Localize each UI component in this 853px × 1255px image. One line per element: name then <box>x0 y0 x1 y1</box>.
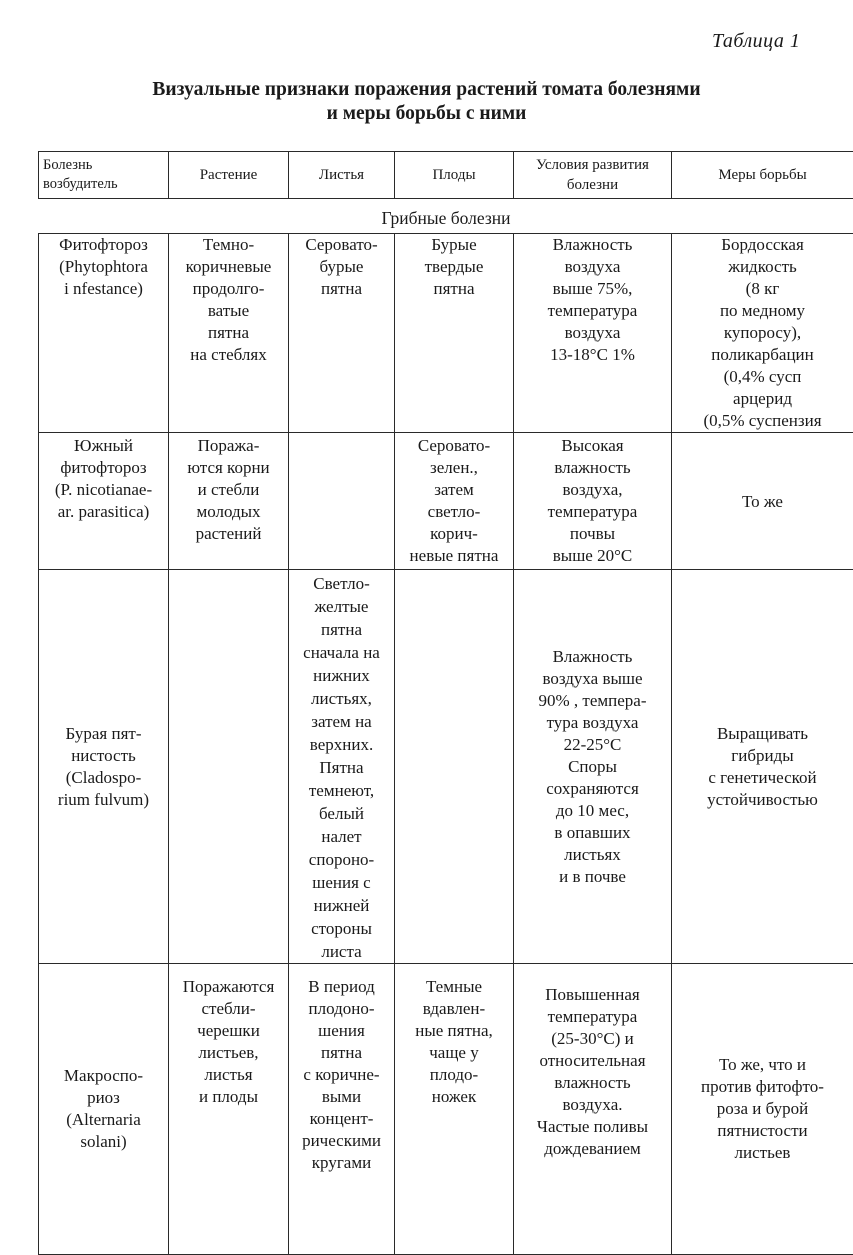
header-disease <box>39 152 169 199</box>
cell-line: нижних <box>290 664 393 687</box>
cell-disease <box>39 964 169 1255</box>
cell-line: В период <box>290 976 393 998</box>
cell-plant <box>169 964 289 1255</box>
cell-line: купоросу), <box>673 322 852 344</box>
cell-line: (Alternaria <box>40 1109 167 1131</box>
cell-line: стебли- <box>170 998 287 1020</box>
cell-line: арцерид <box>673 388 852 410</box>
cell-line: твердые <box>396 256 512 278</box>
cell-line: роза и бурой <box>673 1098 852 1120</box>
header-conditions-line: болезни <box>515 175 670 195</box>
cell-conditions <box>514 964 672 1255</box>
cell-line: чаще у <box>396 1042 512 1064</box>
cell-line: листьев <box>673 1142 852 1164</box>
cell-line: с коричне- <box>290 1064 393 1086</box>
cell-line: rium fulvum) <box>40 789 167 811</box>
table-title <box>0 78 853 126</box>
cell-line: дождеванием <box>515 1138 670 1160</box>
header-plant: Растение <box>169 152 289 199</box>
group-title: Грибные болезни <box>39 199 853 234</box>
table-row <box>39 964 853 1255</box>
title-line-1: Визуальные признаки поражения растений томата болезнями <box>0 78 853 102</box>
cell-line: ватые <box>170 300 287 322</box>
cell-line: То же, что и <box>673 1054 852 1076</box>
cell-line: рическими <box>290 1130 393 1152</box>
cell-line: воздуха выше <box>515 668 670 690</box>
header-conditions <box>514 152 672 199</box>
cell-line: шения с <box>290 871 393 894</box>
cell-line: пятна <box>396 278 512 300</box>
cell-line: против фитофто- <box>673 1076 852 1098</box>
cell-line: листьев, <box>170 1042 287 1064</box>
cell-line: Поража- <box>170 435 287 457</box>
cell-line: поликарбацин <box>673 344 852 366</box>
cell-line: спороно- <box>290 848 393 871</box>
cell-leaves <box>289 234 395 433</box>
header-leaves: Листья <box>289 152 395 199</box>
cell-line: Пятна <box>290 756 393 779</box>
cell-line: Повышенная <box>515 984 670 1006</box>
cell-leaves <box>289 433 395 570</box>
cell-line: вдавлен- <box>396 998 512 1020</box>
cell-line: пятна <box>290 618 393 641</box>
cell-line: темнеют, <box>290 779 393 802</box>
header-row <box>39 152 853 199</box>
cell-line: устойчивостью <box>673 789 852 811</box>
cell-line: налет <box>290 825 393 848</box>
cell-line: затем <box>396 479 512 501</box>
cell-line: бурые <box>290 256 393 278</box>
cell-line: верхних. <box>290 733 393 756</box>
cell-line: Макроспо- <box>40 1065 167 1087</box>
cell-line: 90% , темпера- <box>515 690 670 712</box>
cell-line: жидкость <box>673 256 852 278</box>
cell-line: выше 75%, <box>515 278 670 300</box>
cell-line: Фитофтороз <box>40 234 167 256</box>
cell-line: i nfestance) <box>40 278 167 300</box>
cell-fruits <box>395 234 514 433</box>
cell-conditions <box>514 570 672 964</box>
cell-line: Высокая <box>515 435 670 457</box>
cell-line: Темно- <box>170 234 287 256</box>
cell-conditions <box>514 234 672 433</box>
cell-leaves <box>289 964 395 1255</box>
disease-table <box>38 151 853 1255</box>
cell-line: выми <box>290 1086 393 1108</box>
cell-line: (0,5% суспензия <box>673 410 852 432</box>
cell-fruits <box>395 964 514 1255</box>
cell-line: влажность <box>515 1072 670 1094</box>
cell-line: невые пятна <box>396 545 512 567</box>
cell-disease <box>39 234 169 433</box>
header-control: Меры борьбы <box>672 152 853 199</box>
cell-line: (Phytophtora <box>40 256 167 278</box>
cell-line: листья <box>170 1064 287 1086</box>
cell-line: пятна <box>290 278 393 300</box>
cell-line: затем на <box>290 710 393 733</box>
cell-line: желтые <box>290 595 393 618</box>
cell-line: ar. parasitica) <box>40 501 167 523</box>
cell-line: (25-30°С) и <box>515 1028 670 1050</box>
cell-line: листьях, <box>290 687 393 710</box>
cell-line: зелен., <box>396 457 512 479</box>
cell-line: ные пятна, <box>396 1020 512 1042</box>
header-fruits: Плоды <box>395 152 514 199</box>
cell-line: растений <box>170 523 287 545</box>
cell-line: Темные <box>396 976 512 998</box>
group-row <box>39 199 853 234</box>
cell-line: 13-18°С 1% <box>515 344 670 366</box>
cell-fruits <box>395 570 514 964</box>
cell-line: Частые поливы <box>515 1116 670 1138</box>
cell-fruits <box>395 433 514 570</box>
cell-line: и плоды <box>170 1086 287 1108</box>
table-number: Таблица 1 <box>712 30 800 53</box>
cell-line: листа <box>290 940 393 963</box>
cell-line: шения <box>290 1020 393 1042</box>
cell-line: на стеблях <box>170 344 287 366</box>
cell-line: гибриды <box>673 745 852 767</box>
cell-plant <box>169 234 289 433</box>
cell-line: и стебли <box>170 479 287 501</box>
cell-line: температура <box>515 1006 670 1028</box>
cell-plant <box>169 433 289 570</box>
cell-line: температура <box>515 300 670 322</box>
cell-line: продолго- <box>170 278 287 300</box>
cell-line: Светло- <box>290 572 393 595</box>
cell-line: влажность <box>515 457 670 479</box>
cell-line: белый <box>290 802 393 825</box>
cell-line: Споры <box>515 756 670 778</box>
cell-line: Поражаются <box>170 976 287 998</box>
table-row <box>39 433 853 570</box>
cell-leaves <box>289 570 395 964</box>
cell-line: пятна <box>290 1042 393 1064</box>
cell-control <box>672 570 853 964</box>
cell-conditions <box>514 433 672 570</box>
cell-line: светло- <box>396 501 512 523</box>
cell-line: относительная <box>515 1050 670 1072</box>
cell-line: риоз <box>40 1087 167 1109</box>
cell-line: пятна <box>170 322 287 344</box>
cell-line: в опавших <box>515 822 670 844</box>
cell-line: воздуха. <box>515 1094 670 1116</box>
title-line-2: и меры борьбы с ними <box>0 102 853 126</box>
cell-line: сначала на <box>290 641 393 664</box>
cell-line: кругами <box>290 1152 393 1174</box>
cell-line: воздуха <box>515 256 670 278</box>
cell-line: Выращивать <box>673 723 852 745</box>
cell-line: воздуха, <box>515 479 670 501</box>
cell-line: выше 20°С <box>515 545 670 567</box>
cell-line: коричневые <box>170 256 287 278</box>
header-disease-line: Болезнь <box>43 156 167 175</box>
cell-line: Бурая пят- <box>40 723 167 745</box>
cell-line: до 10 мес, <box>515 800 670 822</box>
cell-line: ножек <box>396 1086 512 1108</box>
cell-line: Южный <box>40 435 167 457</box>
cell-line: нижней <box>290 894 393 917</box>
cell-line: воздуха <box>515 322 670 344</box>
cell-line: Бордосская <box>673 234 852 256</box>
cell-disease <box>39 570 169 964</box>
cell-line: и в почве <box>515 866 670 888</box>
cell-line: 22-25°С <box>515 734 670 756</box>
cell-line: (0,4% сусп <box>673 366 852 388</box>
table-row <box>39 570 853 964</box>
cell-line: Серовато- <box>290 234 393 256</box>
cell-line: фитофтороз <box>40 457 167 479</box>
cell-line: То же <box>673 491 852 513</box>
table-row <box>39 234 853 433</box>
cell-line: solani) <box>40 1131 167 1153</box>
cell-line: (P. nicotianae- <box>40 479 167 501</box>
cell-line: сохраняются <box>515 778 670 800</box>
header-conditions-line: Условия развития <box>515 155 670 175</box>
cell-line: (8 кг <box>673 278 852 300</box>
cell-line: плодо- <box>396 1064 512 1086</box>
cell-line: Бурые <box>396 234 512 256</box>
cell-line: с генетической <box>673 767 852 789</box>
cell-plant <box>169 570 289 964</box>
cell-control <box>672 433 853 570</box>
cell-control <box>672 234 853 433</box>
cell-line: тура воздуха <box>515 712 670 734</box>
cell-line: корич- <box>396 523 512 545</box>
cell-line: листьях <box>515 844 670 866</box>
cell-line: Влажность <box>515 234 670 256</box>
cell-line: почвы <box>515 523 670 545</box>
cell-line: молодых <box>170 501 287 523</box>
cell-line: стороны <box>290 917 393 940</box>
cell-line: (Cladospo- <box>40 767 167 789</box>
cell-line: концент- <box>290 1108 393 1130</box>
cell-line: Влажность <box>515 646 670 668</box>
cell-line: температура <box>515 501 670 523</box>
header-disease-line: возбудитель <box>43 175 167 194</box>
cell-line: ются корни <box>170 457 287 479</box>
cell-disease <box>39 433 169 570</box>
cell-line: нистость <box>40 745 167 767</box>
cell-line: черешки <box>170 1020 287 1042</box>
cell-line: плодоно- <box>290 998 393 1020</box>
cell-control <box>672 964 853 1255</box>
cell-line: пятнистости <box>673 1120 852 1142</box>
cell-line: Серовато- <box>396 435 512 457</box>
cell-line: по медному <box>673 300 852 322</box>
